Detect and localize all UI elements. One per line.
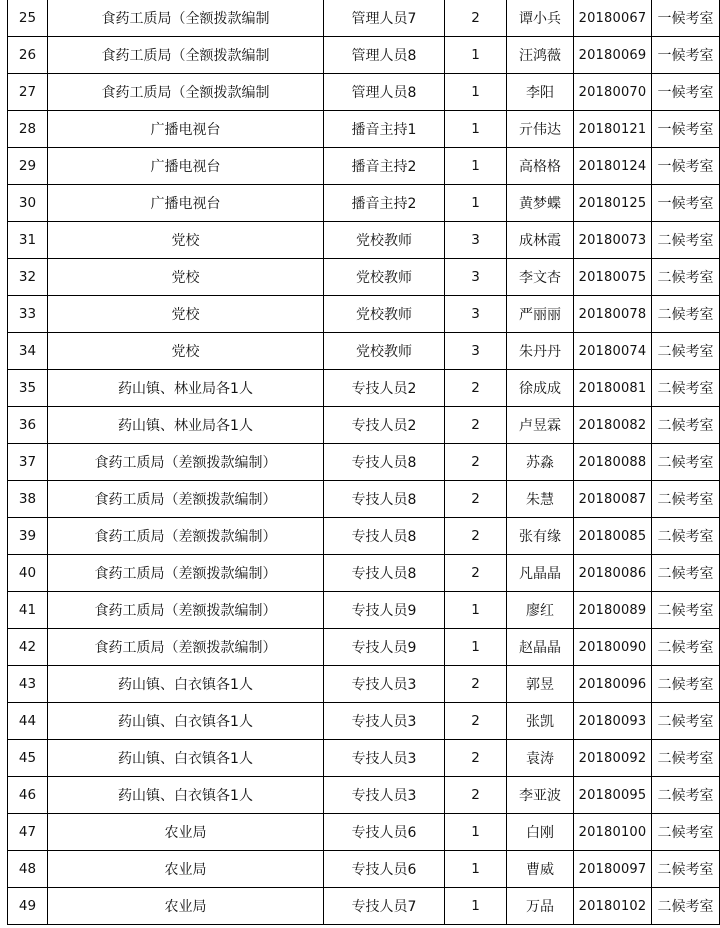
row-number: 40	[8, 555, 48, 592]
waiting-room-cell: 一候考室	[652, 37, 720, 74]
unit-cell: 食药工质局（差额拨款编制）	[48, 481, 324, 518]
unit-cell: 食药工质局（全额拨款编制	[48, 0, 324, 37]
waiting-room-cell: 二候考室	[652, 851, 720, 888]
position-cell: 播音主持1	[324, 111, 445, 148]
unit-cell: 党校	[48, 222, 324, 259]
waiting-room-cell: 二候考室	[652, 333, 720, 370]
position-cell: 专技人员8	[324, 518, 445, 555]
candidate-name-cell: 黄梦蝶	[507, 185, 574, 222]
waiting-room-cell: 二候考室	[652, 777, 720, 814]
exam-id-cell: 20180093	[574, 703, 652, 740]
candidate-name-cell: 张凯	[507, 703, 574, 740]
position-cell: 专技人员8	[324, 481, 445, 518]
waiting-room-cell: 二候考室	[652, 740, 720, 777]
unit-cell: 广播电视台	[48, 185, 324, 222]
position-cell: 专技人员3	[324, 777, 445, 814]
unit-cell: 党校	[48, 259, 324, 296]
candidate-name-cell: 朱慧	[507, 481, 574, 518]
exam-id-cell: 20180092	[574, 740, 652, 777]
exam-id-cell: 20180067	[574, 0, 652, 37]
candidate-name-cell: 赵晶晶	[507, 629, 574, 666]
waiting-room-cell: 二候考室	[652, 407, 720, 444]
waiting-room-cell: 二候考室	[652, 629, 720, 666]
table-row	[8, 814, 720, 851]
position-cell: 专技人员2	[324, 370, 445, 407]
table-row	[8, 888, 720, 925]
row-number: 41	[8, 592, 48, 629]
table-row	[8, 592, 720, 629]
row-number: 38	[8, 481, 48, 518]
candidate-name-cell: 廖红	[507, 592, 574, 629]
candidate-name-cell: 袁涛	[507, 740, 574, 777]
row-number: 42	[8, 629, 48, 666]
unit-cell: 农业局	[48, 851, 324, 888]
waiting-room-cell: 二候考室	[652, 703, 720, 740]
row-number: 29	[8, 148, 48, 185]
row-number: 35	[8, 370, 48, 407]
candidate-name-cell: 卢昱霖	[507, 407, 574, 444]
waiting-room-cell: 二候考室	[652, 444, 720, 481]
unit-cell: 食药工质局（全额拨款编制	[48, 74, 324, 111]
unit-cell: 广播电视台	[48, 111, 324, 148]
exam-id-cell: 20180070	[574, 74, 652, 111]
quota-cell: 1	[445, 629, 507, 666]
quota-cell: 1	[445, 111, 507, 148]
quota-cell: 2	[445, 777, 507, 814]
exam-id-cell: 20180089	[574, 592, 652, 629]
candidate-name-cell: 曹威	[507, 851, 574, 888]
unit-cell: 药山镇、白衣镇各1人	[48, 666, 324, 703]
exam-id-cell: 20180085	[574, 518, 652, 555]
row-number: 47	[8, 814, 48, 851]
waiting-room-cell: 一候考室	[652, 148, 720, 185]
unit-cell: 药山镇、白衣镇各1人	[48, 703, 324, 740]
quota-cell: 3	[445, 296, 507, 333]
exam-id-cell: 20180088	[574, 444, 652, 481]
table-row	[8, 740, 720, 777]
table-row	[8, 407, 720, 444]
quota-cell: 1	[445, 814, 507, 851]
quota-cell: 3	[445, 222, 507, 259]
position-cell: 专技人员6	[324, 814, 445, 851]
table-row	[8, 148, 720, 185]
candidate-name-cell: 张有缘	[507, 518, 574, 555]
table-row	[8, 259, 720, 296]
position-cell: 播音主持2	[324, 185, 445, 222]
table-row	[8, 851, 720, 888]
unit-cell: 食药工质局（差额拨款编制）	[48, 592, 324, 629]
candidate-name-cell: 谭小兵	[507, 0, 574, 37]
position-cell: 专技人员9	[324, 592, 445, 629]
waiting-room-cell: 二候考室	[652, 888, 720, 925]
position-cell: 管理人员7	[324, 0, 445, 37]
row-number: 46	[8, 777, 48, 814]
table-row	[8, 629, 720, 666]
table-row	[8, 74, 720, 111]
row-number: 43	[8, 666, 48, 703]
row-number: 36	[8, 407, 48, 444]
position-cell: 党校教师	[324, 259, 445, 296]
position-cell: 管理人员8	[324, 74, 445, 111]
table-row	[8, 37, 720, 74]
position-cell: 专技人员9	[324, 629, 445, 666]
table-row	[8, 444, 720, 481]
unit-cell: 农业局	[48, 888, 324, 925]
quota-cell: 2	[445, 407, 507, 444]
position-cell: 专技人员8	[324, 444, 445, 481]
table-row	[8, 777, 720, 814]
position-cell: 专技人员3	[324, 703, 445, 740]
exam-id-cell: 20180087	[574, 481, 652, 518]
exam-id-cell: 20180086	[574, 555, 652, 592]
quota-cell: 2	[445, 370, 507, 407]
position-cell: 专技人员6	[324, 851, 445, 888]
quota-cell: 2	[445, 444, 507, 481]
waiting-room-cell: 一候考室	[652, 185, 720, 222]
candidate-name-cell: 亓伟达	[507, 111, 574, 148]
unit-cell: 药山镇、白衣镇各1人	[48, 740, 324, 777]
exam-id-cell: 20180121	[574, 111, 652, 148]
table-row	[8, 222, 720, 259]
quota-cell: 2	[445, 481, 507, 518]
table-row	[8, 370, 720, 407]
exam-id-cell: 20180100	[574, 814, 652, 851]
table-row	[8, 333, 720, 370]
table-row	[8, 666, 720, 703]
unit-cell: 食药工质局（差额拨款编制）	[48, 629, 324, 666]
exam-id-cell: 20180075	[574, 259, 652, 296]
table-body	[8, 0, 720, 925]
exam-id-cell: 20180125	[574, 185, 652, 222]
exam-id-cell: 20180082	[574, 407, 652, 444]
waiting-room-cell: 一候考室	[652, 74, 720, 111]
table-row	[8, 555, 720, 592]
candidate-name-cell: 白刚	[507, 814, 574, 851]
position-cell: 党校教师	[324, 222, 445, 259]
table-row	[8, 703, 720, 740]
position-cell: 专技人员7	[324, 888, 445, 925]
unit-cell: 食药工质局（差额拨款编制）	[48, 555, 324, 592]
position-cell: 管理人员8	[324, 37, 445, 74]
row-number: 48	[8, 851, 48, 888]
quota-cell: 1	[445, 37, 507, 74]
waiting-room-cell: 一候考室	[652, 111, 720, 148]
unit-cell: 药山镇、林业局各1人	[48, 407, 324, 444]
waiting-room-cell: 二候考室	[652, 592, 720, 629]
row-number: 30	[8, 185, 48, 222]
waiting-room-cell: 二候考室	[652, 370, 720, 407]
candidate-name-cell: 李阳	[507, 74, 574, 111]
quota-cell: 2	[445, 740, 507, 777]
quota-cell: 1	[445, 185, 507, 222]
row-number: 27	[8, 74, 48, 111]
exam-id-cell: 20180102	[574, 888, 652, 925]
row-number: 32	[8, 259, 48, 296]
row-number: 39	[8, 518, 48, 555]
quota-cell: 1	[445, 851, 507, 888]
candidate-name-cell: 郭昱	[507, 666, 574, 703]
row-number: 37	[8, 444, 48, 481]
exam-id-cell: 20180074	[574, 333, 652, 370]
quota-cell: 2	[445, 703, 507, 740]
table-row	[8, 0, 720, 37]
candidate-name-cell: 苏淼	[507, 444, 574, 481]
quota-cell: 2	[445, 666, 507, 703]
position-cell: 专技人员3	[324, 666, 445, 703]
candidate-name-cell: 高格格	[507, 148, 574, 185]
table-row	[8, 518, 720, 555]
exam-id-cell: 20180069	[574, 37, 652, 74]
candidate-name-cell: 万品	[507, 888, 574, 925]
row-number: 31	[8, 222, 48, 259]
waiting-room-cell: 二候考室	[652, 222, 720, 259]
row-number: 26	[8, 37, 48, 74]
exam-roster-table	[7, 0, 720, 925]
quota-cell: 1	[445, 888, 507, 925]
waiting-room-cell: 二候考室	[652, 814, 720, 851]
row-number: 25	[8, 0, 48, 37]
waiting-room-cell: 二候考室	[652, 481, 720, 518]
quota-cell: 1	[445, 74, 507, 111]
waiting-room-cell: 二候考室	[652, 666, 720, 703]
quota-cell: 2	[445, 555, 507, 592]
row-number: 45	[8, 740, 48, 777]
exam-id-cell: 20180090	[574, 629, 652, 666]
table-row	[8, 296, 720, 333]
waiting-room-cell: 一候考室	[652, 0, 720, 37]
candidate-name-cell: 李亚波	[507, 777, 574, 814]
unit-cell: 食药工质局（差额拨款编制）	[48, 444, 324, 481]
unit-cell: 广播电视台	[48, 148, 324, 185]
candidate-name-cell: 严丽丽	[507, 296, 574, 333]
unit-cell: 党校	[48, 296, 324, 333]
row-number: 34	[8, 333, 48, 370]
position-cell: 专技人员8	[324, 555, 445, 592]
candidate-name-cell: 朱丹丹	[507, 333, 574, 370]
row-number: 28	[8, 111, 48, 148]
position-cell: 播音主持2	[324, 148, 445, 185]
position-cell: 党校教师	[324, 333, 445, 370]
exam-id-cell: 20180095	[574, 777, 652, 814]
unit-cell: 药山镇、林业局各1人	[48, 370, 324, 407]
waiting-room-cell: 二候考室	[652, 518, 720, 555]
exam-id-cell: 20180097	[574, 851, 652, 888]
row-number: 49	[8, 888, 48, 925]
unit-cell: 药山镇、白衣镇各1人	[48, 777, 324, 814]
table-row	[8, 185, 720, 222]
quota-cell: 3	[445, 259, 507, 296]
candidate-name-cell: 汪鸿薇	[507, 37, 574, 74]
candidate-name-cell: 成林霞	[507, 222, 574, 259]
waiting-room-cell: 二候考室	[652, 296, 720, 333]
waiting-room-cell: 二候考室	[652, 259, 720, 296]
exam-id-cell: 20180078	[574, 296, 652, 333]
exam-id-cell: 20180073	[574, 222, 652, 259]
quota-cell: 2	[445, 518, 507, 555]
unit-cell: 食药工质局（差额拨款编制）	[48, 518, 324, 555]
unit-cell: 农业局	[48, 814, 324, 851]
quota-cell: 3	[445, 333, 507, 370]
row-number: 44	[8, 703, 48, 740]
exam-id-cell: 20180096	[574, 666, 652, 703]
quota-cell: 1	[445, 592, 507, 629]
table-row	[8, 111, 720, 148]
candidate-name-cell: 李文杏	[507, 259, 574, 296]
quota-cell: 2	[445, 0, 507, 37]
position-cell: 专技人员2	[324, 407, 445, 444]
quota-cell: 1	[445, 148, 507, 185]
position-cell: 专技人员3	[324, 740, 445, 777]
exam-id-cell: 20180124	[574, 148, 652, 185]
candidate-name-cell: 徐成成	[507, 370, 574, 407]
row-number: 33	[8, 296, 48, 333]
position-cell: 党校教师	[324, 296, 445, 333]
unit-cell: 食药工质局（全额拨款编制	[48, 37, 324, 74]
table-row	[8, 481, 720, 518]
exam-id-cell: 20180081	[574, 370, 652, 407]
unit-cell: 党校	[48, 333, 324, 370]
candidate-name-cell: 凡晶晶	[507, 555, 574, 592]
waiting-room-cell: 二候考室	[652, 555, 720, 592]
